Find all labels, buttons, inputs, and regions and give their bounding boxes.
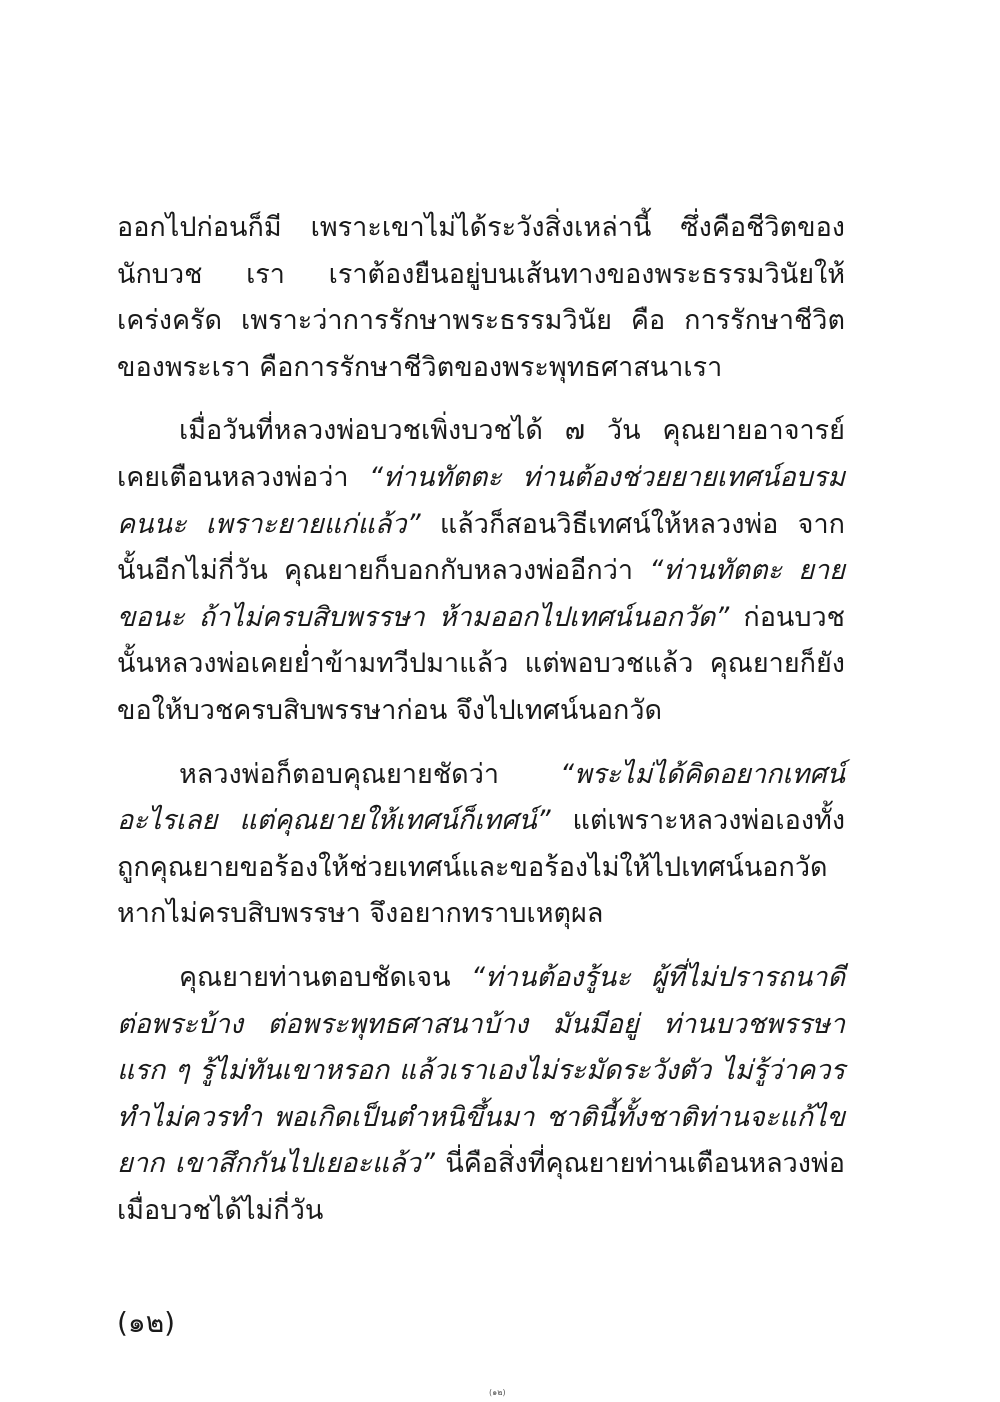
paragraph xyxy=(117,408,845,734)
paragraph-continuation xyxy=(117,205,845,391)
paragraph-text: แล้วก็สอนวิธีเทศน์ให้หลวงพ่อ จากนั้นอีกไม่กี่วัน คุณยายก็บอกกับหลวงพ่ออีกว่า xyxy=(117,508,845,587)
quote-text: “ท่านทัตตะ ยายขอนะ ถ้าไม่ครบสิบพรรษา ห้ามออกไปเทศน์นอกวัด” xyxy=(117,555,845,633)
paragraph-text: หลวงพ่อก็ตอบคุณยายชัดว่า xyxy=(179,758,560,790)
footer-page-mark: (๑๒) xyxy=(489,1388,506,1397)
paragraph-text: เมื่อวันที่หลวงพ่อบวชเพิ่งบวชได้ ๗ วัน คุณยายอาจารย์เคยเตือนหลวงพ่อว่า xyxy=(117,415,845,493)
page-number: (๑๒) xyxy=(117,1306,176,1339)
quote-text: “ท่านทัตตะ ท่านต้องช่วยยายเทศน์อบรมคนนะ เพราะยายแก่แล้ว” xyxy=(117,461,845,540)
quote-text: “พระไม่ได้คิดอยากเทศน์อะไรเลย แต่คุณยายให้เทศน์ก็เทศน์” xyxy=(117,758,845,837)
paragraph-text: ออกไปก่อนก็มี เพราะเขาไม่ได้ระวังสิ่งเหล่านี้ ซึ่งคือชีวิตของนักบวช เรา เราต้องยืนอยู่บนเส้นทางของพระธรรมวินัยให้เคร่งครัด เพราะว่าการรักษาพระธรรมวินัย คือ การรักษาชีวิตของพระเรา คือการรักษาชีวิตของพระพุทธศาสนาเรา xyxy=(117,212,845,383)
paragraph-text: ก่อนบวชนั้นหลวงพ่อเคยย่ำข้ามทวีปมาแล้ว แต่พอบวชแล้ว คุณยายก็ยังขอให้บวชครบสิบพรรษาก่อน จึงไปเทศน์นอกวัด xyxy=(117,601,845,726)
paragraph xyxy=(117,752,845,938)
paragraph-text: นี่คือสิ่งที่คุณยายท่านเตือนหลวงพ่อเมื่อบวชได้ไม่กี่วัน xyxy=(117,1148,845,1226)
paragraph-text: แต่เพราะหลวงพ่อเองทั้งถูกคุณยายขอร้องให้ช่วยเทศน์และขอร้องไม่ให้ไปเทศน์นอกวัด หากไม่ครบสิบพรรษา จึงอยากทราบเหตุผล xyxy=(117,805,845,930)
paragraph xyxy=(117,955,845,1235)
paragraph-text: คุณยายท่านตอบชัดเจน xyxy=(179,961,471,993)
quote-text: “ท่านต้องรู้นะ ผู้ที่ไม่ปรารถนาดีต่อพระบ้าง ต่อพระพุทธศาสนาบ้าง มันมีอยู่ ท่านบวชพรรษาแรก ๆ รู้ไม่ทันเขาหรอก แล้วเราเองไม่ระมัดระวังตัว ไม่รู้ว่าควรทำไม่ควรทำ พอเกิดเป็นตำหนิขึ้นมา ชาตินี้ทั้งชาติท่านจะแก้ไขยาก เขาสึกกันไปเยอะแล้ว” xyxy=(117,961,845,1180)
body-text xyxy=(117,205,845,1251)
